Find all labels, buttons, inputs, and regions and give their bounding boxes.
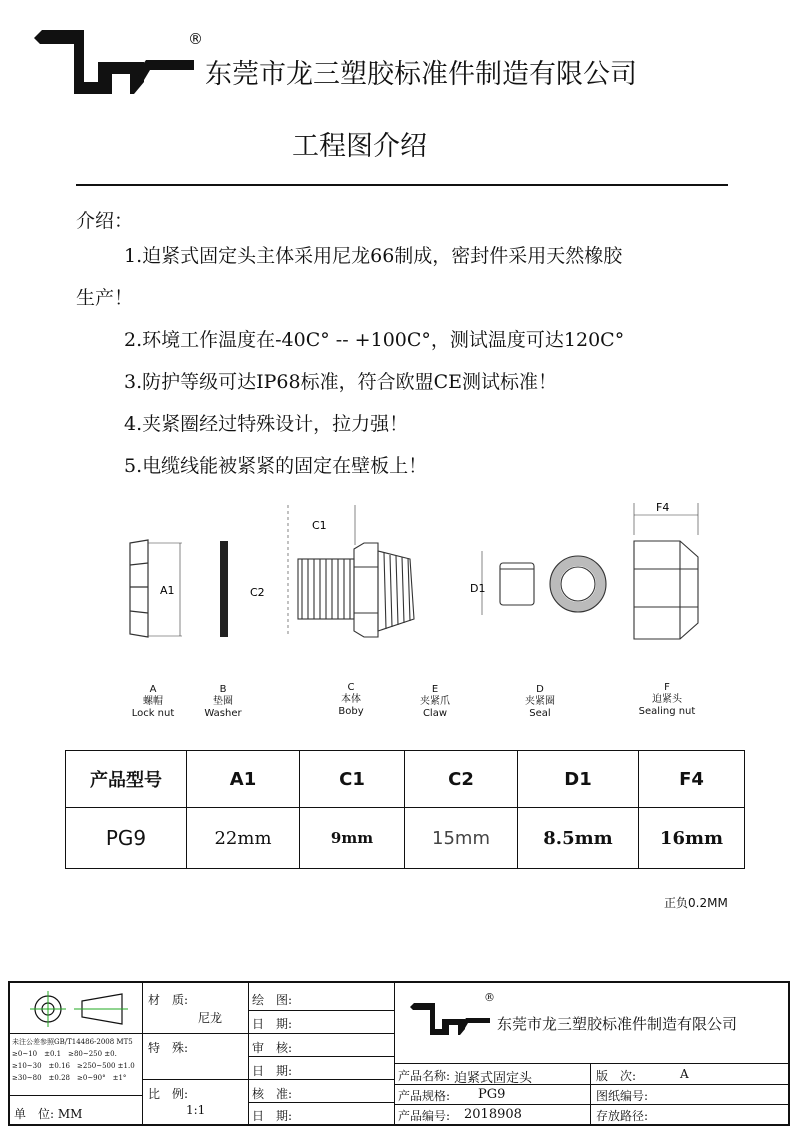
spec-table-header xyxy=(66,751,745,808)
drawing-no-label: 图纸编号: xyxy=(596,1089,649,1103)
intro-item-1-cont: 生产！ xyxy=(76,287,134,309)
tolerance-title: 未注公差参照GB/T14486-2008 MT5 xyxy=(12,1038,133,1046)
tolerance-row-2: ≥10~30 ±0.16 ≥250~500 ±1.0 xyxy=(12,1062,135,1070)
intro-item-4: 4.夹紧圈经过特殊设计，拉力强！ xyxy=(124,413,409,435)
registered-mark: ® xyxy=(188,30,203,48)
page-title: 工程图介绍 xyxy=(292,131,427,162)
dim-f4: F4 xyxy=(656,501,670,514)
header-c1: C1 xyxy=(300,751,405,808)
intro-item-2: 2.环境工作温度在-40C° -- +100C°，测试温度可达120C° xyxy=(124,329,625,351)
tolerance-row-1: ≥0~10 ±0.1 ≥80~250 ±0. xyxy=(12,1050,117,1058)
version-label: 版 次: xyxy=(596,1069,637,1083)
material-value: 尼龙 xyxy=(198,1011,223,1025)
part-label-c: C 本体 Boby xyxy=(338,682,364,717)
scale-label: 比 例: xyxy=(148,1087,189,1101)
part-label-a: A 螺帽 Lock nut xyxy=(131,684,175,719)
header-f4: F4 xyxy=(639,751,745,808)
intro-item-5: 5.电缆线能被紧紧的固定在壁板上！ xyxy=(124,455,428,477)
spec-table-row xyxy=(66,808,745,869)
title-block-logo xyxy=(410,1003,495,1047)
product-spec-label: 产品规格: xyxy=(398,1089,451,1103)
storage-label: 存放路径: xyxy=(596,1109,649,1123)
scale-value: 1:1 xyxy=(186,1103,206,1117)
approve-date-label: 日 期: xyxy=(252,1109,293,1123)
title-block-company-name: 东莞市龙三塑胶标准件制造有限公司 xyxy=(497,1015,738,1033)
dim-c1: C1 xyxy=(312,519,327,532)
cell-c1: 9mm xyxy=(300,808,405,869)
special-label: 特 殊: xyxy=(148,1041,189,1055)
header-model: 产品型号 xyxy=(66,751,187,808)
product-name-label: 产品名称: xyxy=(398,1069,451,1083)
title-block-registered-mark: ® xyxy=(484,991,495,1004)
part-label-e: E 夹紧爪 Claw xyxy=(420,684,450,719)
title-divider xyxy=(76,184,728,186)
header-c2: C2 xyxy=(405,751,518,808)
product-spec-value: PG9 xyxy=(478,1087,506,1102)
product-no-value: 2018908 xyxy=(464,1107,522,1122)
seal-drawing xyxy=(482,551,606,615)
intro-item-3: 3.防护等级可达IP68标准，符合欧盟CE测试标准！ xyxy=(124,371,558,393)
cell-c2: 15mm xyxy=(405,808,518,869)
material-label: 材 质: xyxy=(148,993,189,1007)
cell-f4: 16mm xyxy=(639,808,745,869)
approve-label: 核 准: xyxy=(252,1087,293,1101)
drawn-label: 绘 图: xyxy=(252,993,293,1007)
tolerance-row-3: ≥30~80 ±0.28 ≥0~90° ±1° xyxy=(12,1074,127,1082)
cell-model: PG9 xyxy=(66,808,187,869)
cell-a1: 22mm xyxy=(187,808,300,869)
intro-item-1: 1.迫紧式固定头主体采用尼龙66制成，密封件采用天然橡胶 xyxy=(124,245,623,267)
sealing-nut-drawing xyxy=(634,503,698,639)
company-name: 东莞市龙三塑胶标准件制造有限公司 xyxy=(205,59,637,90)
review-date-label: 日 期: xyxy=(252,1064,293,1078)
product-name-value: 迫紧式固定头 xyxy=(454,1071,533,1086)
header-d1: D1 xyxy=(518,751,639,808)
spec-table xyxy=(65,750,745,869)
dim-c2: C2 xyxy=(250,586,265,599)
part-label-d: D 夹紧圈 Seal xyxy=(525,684,555,719)
review-label: 审 核: xyxy=(252,1041,293,1055)
part-label-b: B 垫圈 Washer xyxy=(204,684,242,719)
version-value: A xyxy=(680,1067,689,1081)
unit-label: 单 位: MM xyxy=(14,1107,83,1121)
drawn-date-label: 日 期: xyxy=(252,1017,293,1031)
dim-d1: D1 xyxy=(470,582,486,595)
intro-heading: 介绍： xyxy=(76,210,134,232)
projection-symbol-icon xyxy=(30,989,130,1033)
washer-drawing xyxy=(220,541,228,637)
body-drawing xyxy=(288,505,414,637)
product-no-label: 产品编号: xyxy=(398,1109,451,1123)
part-label-f: F 迫紧头 Sealing nut xyxy=(638,682,696,717)
title-block xyxy=(8,981,790,1126)
cell-d1: 8.5mm xyxy=(518,808,639,869)
header-a1: A1 xyxy=(187,751,300,808)
dim-a1: A1 xyxy=(160,584,175,597)
company-logo xyxy=(34,30,204,110)
tolerance-note: 正负0.2MM xyxy=(664,896,728,910)
